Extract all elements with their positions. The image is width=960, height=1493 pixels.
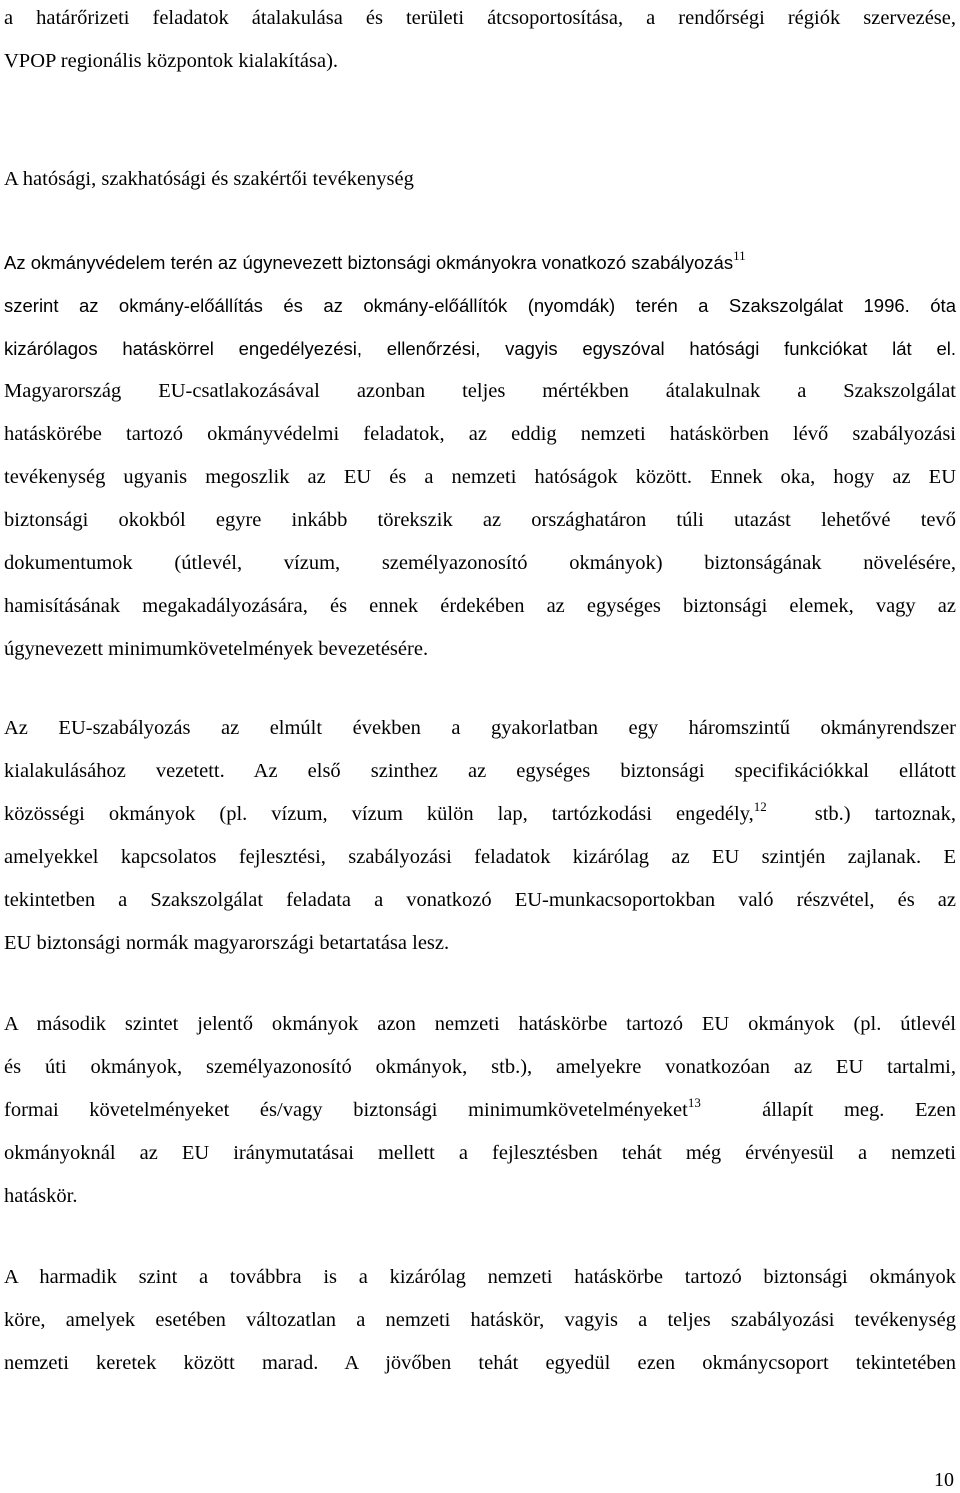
footnote-reference-11: 11 [733,248,746,263]
text-line: kialakulásához vezetett. Az első szinthez az egységes biztonsági specifikációkkal ellátott [4,760,956,782]
text-line: a határőrizeti feladatok átalakulása és területi átcsoportosítása, a rendőrségi régiók szervezése, [4,7,956,29]
text-line: A harmadik szint a továbbra is a kizárólag nemzeti hatáskörbe tartozó biztonsági okmányok [4,1266,956,1288]
paragraph-okmanyvedelem [4,241,956,671]
paragraph-eu-szabalyozas [4,707,956,965]
page-number: 10 [934,1469,954,1491]
text-line: amelyekkel kapcsolatos fejlesztési, szabályozási feladatok kizárólag az EU szintjén zajlanak. E [4,846,956,868]
text-line: Az EU-szabályozás az elmúlt években a gyakorlatban egy háromszintű okmányrendszer [4,717,956,739]
text-line-with-footnote [4,1089,956,1132]
text-line: hatáskörébe tartozó okmányvédelmi feladatok, az eddig nemzeti hatáskörben lévő szabályozási [4,423,956,445]
text-line: hamisításának megakadályozására, és ennek érdekében az egységes biztonsági elemek, vagy az [4,595,956,617]
text-line: biztonsági okokból egyre inkább törekszik az országhatáron túli utazást lehetővé tevő [4,509,956,531]
text-line: okmányoknál az EU iránymutatásai mellett a fejlesztésben tehát még érvényesül a nemzeti [4,1142,956,1164]
text-fragment: Az okmányvédelem terén az úgynevezett biztonsági okmányokra vonatkozó szabályozás [4,252,734,273]
text-line: VPOP regionális központok kialakítása). [4,50,339,72]
text-line: Magyarország EU-csatlakozásával azonban teljes mértékben átalakulnak a Szakszolgálat [4,380,956,402]
text-line: és úti okmányok, személyazonosító okmányok, stb.), amelyekre vonatkozóan az EU tartalmi, [4,1056,956,1078]
text-line: tekintetben a Szakszolgálat feladata a vonatkozó EU-munkacsoportokban való részvétel, és az [4,889,956,911]
text-fragment: stb.) tartoznak, [814,803,956,825]
text-line: köre, amelyek esetében változatlan a nemzeti hatáskör, vagyis a teljes szabályozási tevékenység [4,1309,956,1331]
text-fragment: formai követelményeket és/vagy biztonsági minimumkövetelményeket [4,1099,688,1121]
text-line: kizárólagos hatáskörrel engedélyezési, ellenőrzési, vagyis egyszóval hatósági funkciókat lát el. [4,338,956,359]
section-heading [4,158,956,201]
text-line: tevékenység ugyanis megoszlik az EU és a nemzeti hatóságok között. Ennek oka, hogy az EU [4,466,956,488]
text-line: hatáskör. [4,1185,78,1207]
text-line: úgynevezett minimumkövetelmények bevezetésére. [4,638,429,660]
text-line: A második szintet jelentő okmányok azon nemzeti hatáskörbe tartozó EU okmányok (pl. útlevél [4,1013,956,1035]
text-line: nemzeti keretek között marad. A jövőben tehát egyedül ezen okmánycsoport tekintetében [4,1352,956,1374]
footnote-reference-12: 12 [753,799,767,814]
paragraph-masodik-szint [4,1003,956,1218]
text-line-with-footnote [4,793,956,836]
text-line: EU biztonsági normák magyarországi betartatása lesz. [4,932,450,954]
paragraph-intro-continued [4,0,956,83]
paragraph-harmadik-szint [4,1256,956,1385]
text-line: szerint az okmány-előállítás és az okmány-előállítók (nyomdák) terén a Szakszolgálat 1996. óta [4,295,956,316]
text-fragment: közösségi okmányok (pl. vízum, vízum külön lap, tartózkodási engedély, [4,803,754,825]
footnote-reference-13: 13 [687,1095,701,1110]
text-line-with-footnote [4,241,956,284]
text-line: dokumentumok (útlevél, vízum, személyazonosító okmányok) biztonságának növelésére, [4,552,956,574]
text-fragment: állapít meg. Ezen [762,1099,956,1121]
heading-text: A hatósági, szakhatósági és szakértői tevékenység [4,168,414,190]
